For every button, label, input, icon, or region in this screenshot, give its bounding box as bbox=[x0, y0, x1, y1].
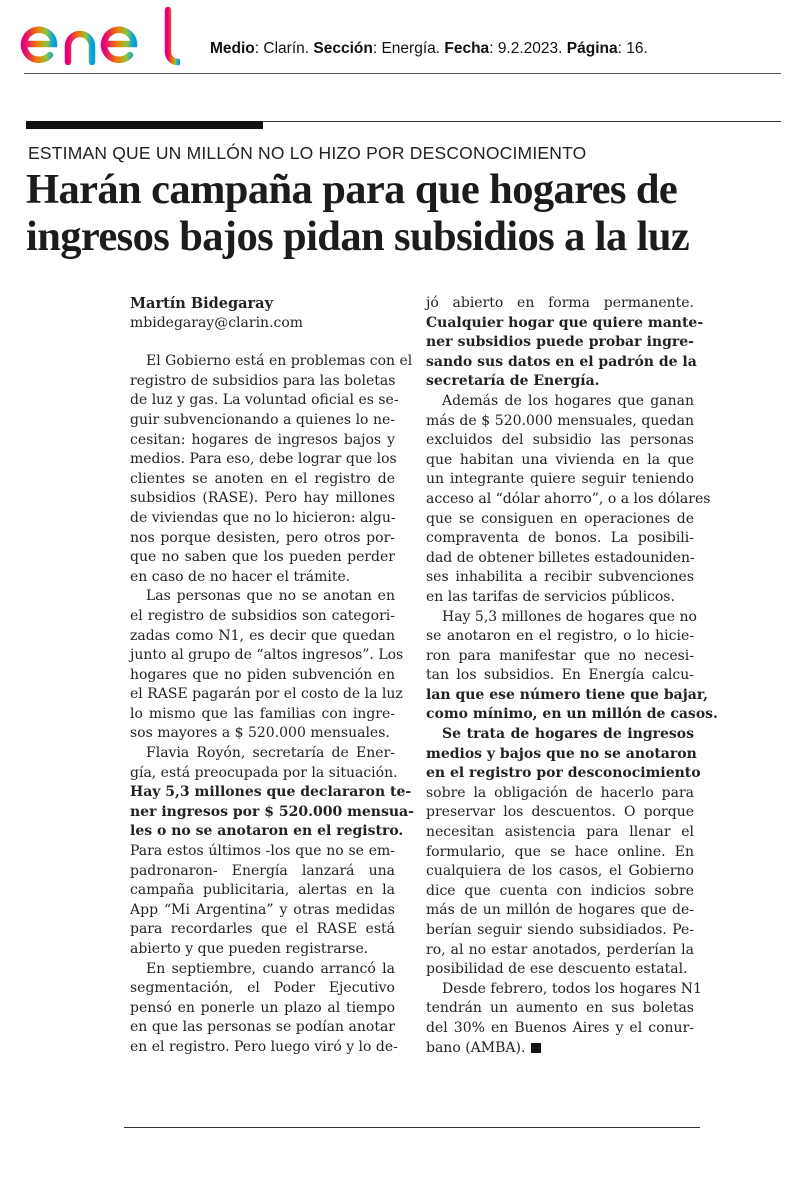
article-column-2 bbox=[426, 294, 718, 1058]
text-line: nos porque desisten, pero otros por- bbox=[130, 529, 395, 546]
text-line: En septiembre, cuando arrancó la bbox=[146, 960, 395, 977]
text-line: sobre la obligación de hacerlo para bbox=[426, 784, 694, 801]
text-line: Además de los hogares que ganan bbox=[442, 392, 694, 409]
column-2-body bbox=[426, 294, 718, 1058]
text-line: campaña publicitaria, alertas en la bbox=[130, 882, 395, 899]
text-line: abierto y que pueden registrarse. bbox=[130, 941, 369, 957]
text-line: en que las personas se podían anotar bbox=[130, 1019, 395, 1036]
text-line: acceso al “dólar ahorro”, o a los dólares bbox=[426, 490, 711, 507]
text-line: Hay 5,3 millones que declararon te- bbox=[130, 784, 412, 801]
text-line: medios y bajos que no se anotaron bbox=[426, 745, 697, 762]
text-line: sando sus datos en el padrón de la bbox=[426, 353, 697, 370]
text-line: ses inhabilita a recibir subvenciones bbox=[426, 569, 694, 586]
text-line: ner subsidios puede probar ingre- bbox=[426, 334, 694, 351]
text-line: para recordarles que el RASE está bbox=[130, 921, 395, 938]
text-line: el registro de subsidios son categori- bbox=[130, 607, 395, 624]
text-line: cualquiera de los casos, el Gobierno bbox=[426, 863, 694, 880]
text-line: gía, está preocupada por la situación. bbox=[130, 764, 398, 781]
text-line: del 30% en Buenos Aires y el conur- bbox=[426, 1019, 694, 1036]
text-line: posibilidad de ese descuento estatal. bbox=[426, 961, 688, 978]
text-line: compraventa de bonos. La posibili- bbox=[426, 530, 694, 547]
enel-logo bbox=[18, 6, 180, 68]
text-line: bano (AMBA). bbox=[426, 1039, 694, 1059]
text-line: en el registro por desconocimiento bbox=[426, 765, 701, 782]
text-line: más de $ 520.000 mensuales, quedan bbox=[426, 412, 694, 429]
text-line: secretaría de Energía. bbox=[426, 373, 600, 390]
text-line: Se trata de hogares de ingresos bbox=[442, 726, 694, 743]
text-line: padronaron- Energía lanzará una bbox=[130, 862, 395, 879]
text-line: dad de obtener billetes estadouniden- bbox=[426, 549, 695, 566]
article-column-1 bbox=[130, 294, 414, 1058]
text-line: subsidios (RASE). Pero hay millones bbox=[130, 490, 395, 507]
text-line: clientes se anoten en el registro de bbox=[130, 470, 395, 487]
text-line: El Gobierno está en problemas con el bbox=[146, 353, 413, 370]
text-line: ro, al no estar anotados, perderían la bbox=[426, 941, 694, 958]
text-line: dice que cuenta con indicios sobre bbox=[426, 882, 694, 899]
text-line: zadas como N1, es decir que quedan bbox=[130, 627, 395, 644]
text-line: segmentación, el Poder Ejecutivo bbox=[130, 980, 395, 997]
text-line: guir subvencionando a quienes lo ne- bbox=[130, 411, 395, 428]
text-line: se anotaron en el registro, o lo hicie- bbox=[426, 628, 694, 645]
text-line: hogares que no piden subvención en bbox=[130, 666, 395, 683]
headline-line: Harán campaña para que hogares de bbox=[26, 166, 678, 213]
text-line: que no saben que los pueden perder bbox=[130, 549, 395, 566]
text-line: App “Mi Argentina” y otras medidas bbox=[130, 901, 395, 918]
text-line: junto al grupo de “altos ingresos”. Los bbox=[130, 647, 404, 664]
source-line: Medio: Clarín. Sección: Energía. Fecha: 9.2.2023. Página: 16. bbox=[210, 40, 648, 57]
text-line: Las personas que no se anotan en bbox=[146, 588, 395, 605]
end-of-article-mark bbox=[531, 1043, 541, 1053]
text-line: formulario, que se hace online. En bbox=[426, 843, 694, 860]
text-line: en el registro. Pero luego viró y lo de- bbox=[130, 1038, 398, 1055]
text-line: Hay 5,3 millones de hogares que no bbox=[442, 608, 697, 625]
text-line: Cualquier hogar que quiere mante- bbox=[426, 314, 704, 331]
text-line: de luz y gas. La voluntad oficial es se- bbox=[130, 392, 399, 409]
article-kicker: ESTIMAN QUE UN MILLÓN NO LO HIZO POR DESCONOCIMIENTO bbox=[28, 143, 587, 163]
text-line: un integrante quiere seguir teniendo bbox=[426, 471, 694, 488]
text-line: más de un millón de hogares que de- bbox=[426, 902, 694, 919]
text-line: el RASE pagarán por el costo de la luz bbox=[130, 686, 403, 703]
text-line: en caso de no hacer el trámite. bbox=[130, 568, 351, 585]
text-line: de viviendas que no lo hicieron: algu- bbox=[130, 509, 396, 526]
text-line: berían seguir siendo subsidiados. Pe- bbox=[426, 922, 694, 938]
headline-line: ingresos bajos pidan subsidios a la luz bbox=[26, 213, 690, 260]
text-line: preservar los descuentos. O porque bbox=[426, 804, 694, 821]
text-line: ron para manifestar que no necesi- bbox=[426, 647, 694, 664]
text-line: sos mayores a $ 520.000 mensuales. bbox=[130, 725, 390, 742]
text-line: cesitan: hogares de ingresos bajos y bbox=[130, 431, 395, 448]
text-line: que se consiguen en operaciones de bbox=[426, 510, 694, 527]
text-line: tan los subsidios. En Energía calcu- bbox=[426, 667, 694, 684]
text-line: Para estos últimos -los que no se em- bbox=[130, 843, 395, 860]
article-top-rule-accent bbox=[26, 121, 263, 129]
text-line: excluidos del subsidio las personas bbox=[426, 432, 694, 449]
article-bottom-rule bbox=[124, 1127, 700, 1128]
text-line: pensó en ponerle un plazo al tiempo bbox=[130, 999, 395, 1016]
text-line: jó abierto en forma permanente. bbox=[426, 295, 694, 311]
text-line: que habitan una vivienda en la que bbox=[426, 451, 694, 468]
column-1-body bbox=[130, 352, 414, 1057]
text-line: les o no se anotaron en el registro. bbox=[130, 823, 404, 840]
text-line: medios. Para eso, debe lograr que los bbox=[130, 451, 397, 468]
text-line: registro de subsidios para las boletas bbox=[130, 372, 396, 389]
text-line: necesitan asistencia para llenar el bbox=[426, 824, 694, 841]
article-headline bbox=[26, 166, 796, 260]
text-line: ner ingresos por $ 520.000 mensua- bbox=[130, 803, 414, 820]
author-name: Martín Bidegaray bbox=[130, 295, 274, 312]
text-line: lo mismo que las familias con ingre- bbox=[130, 705, 395, 722]
text-line: tendrán un aumento en sus boletas bbox=[426, 1000, 694, 1017]
author-email: mbidegaray@clarin.com bbox=[130, 314, 304, 331]
text-line: Desde febrero, todos los hogares N1 bbox=[442, 980, 702, 997]
text-line: en las tarifas de servicios públicos. bbox=[426, 588, 675, 605]
header-divider bbox=[24, 73, 781, 74]
text-line: como mínimo, en un millón de casos. bbox=[426, 706, 718, 723]
text-line: Flavia Royón, secretaría de Ener- bbox=[146, 745, 395, 762]
text-line: lan que ese número tiene que bajar, bbox=[426, 686, 709, 703]
